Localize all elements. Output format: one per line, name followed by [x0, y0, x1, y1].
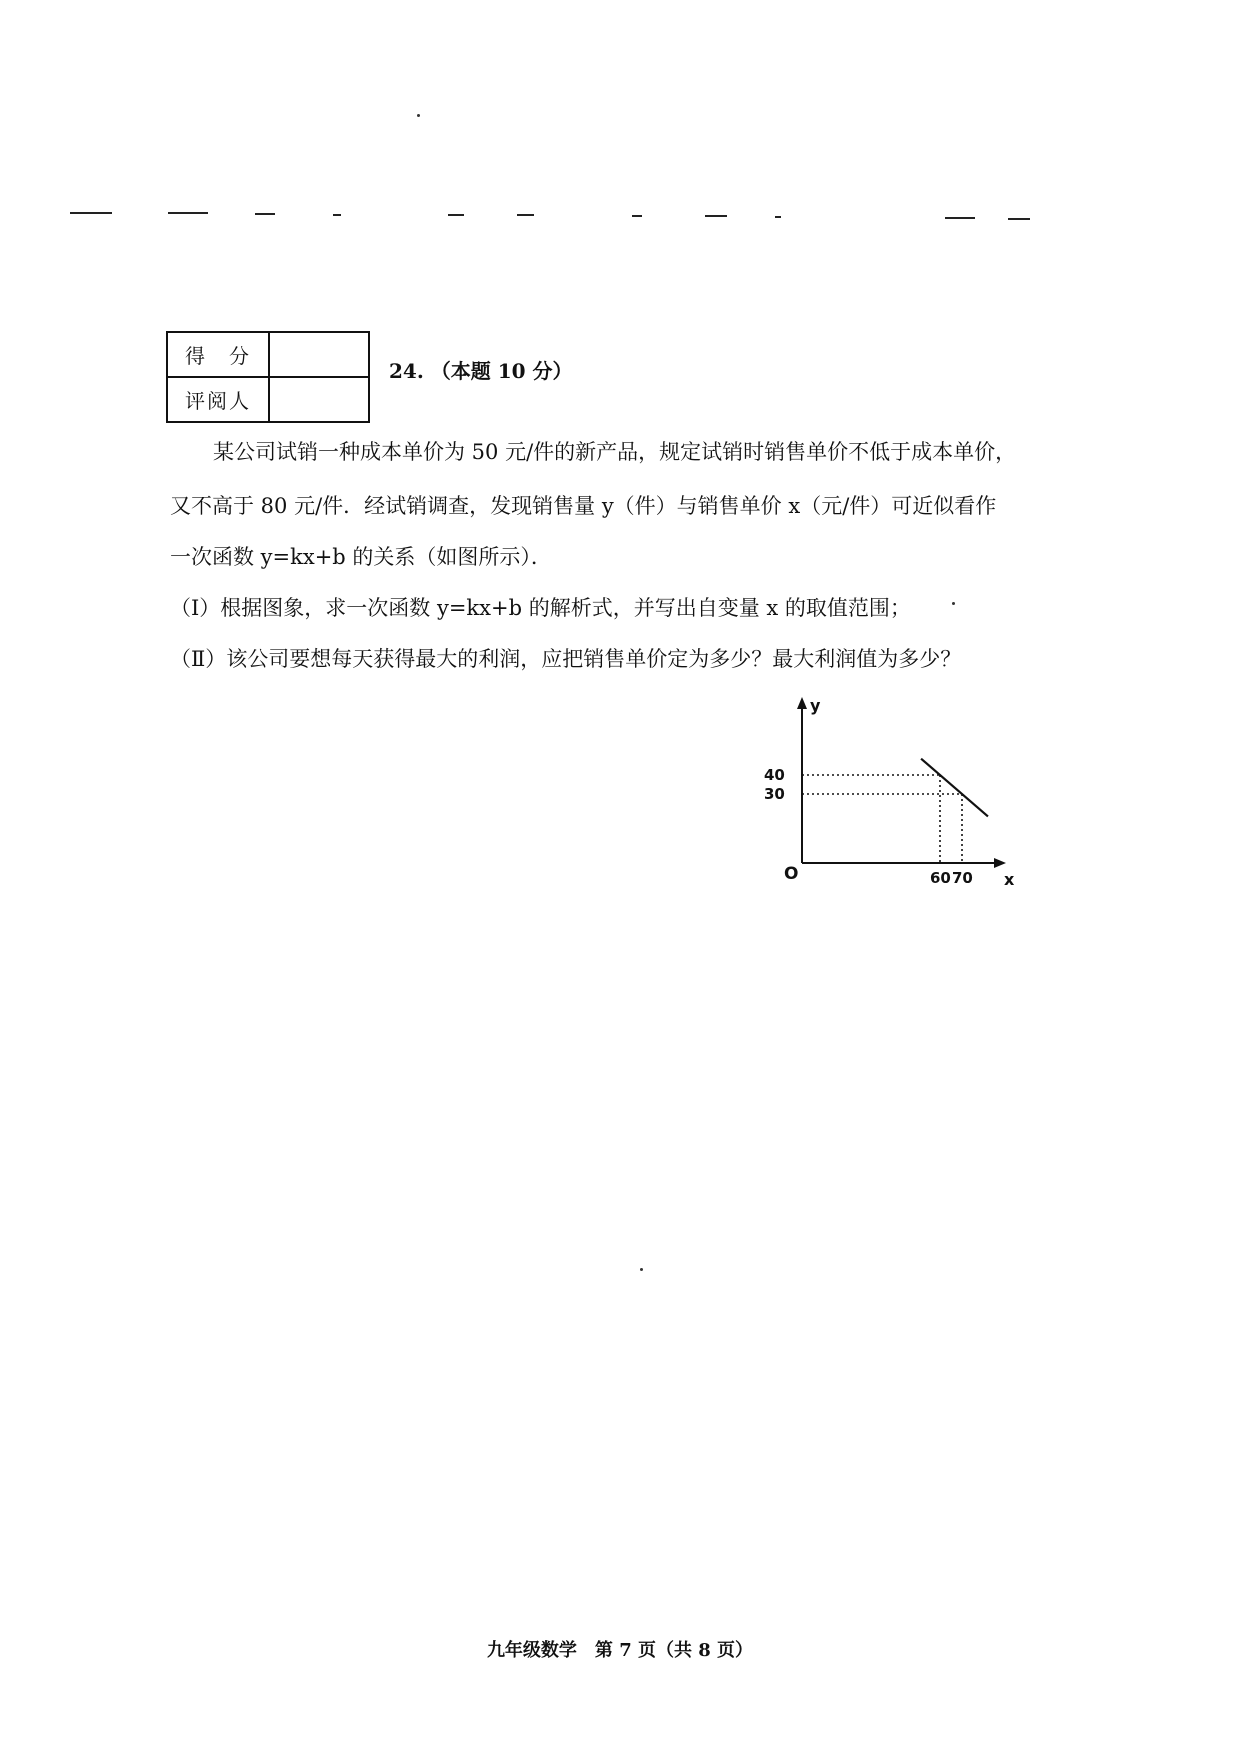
scan-speck: [952, 602, 955, 605]
question-part-2: （Ⅱ）该公司要想每天获得最大的利润，应把销售单价定为多少？最大利润值为多少？: [170, 647, 962, 671]
score-box[interactable]: [269, 332, 369, 377]
scan-speck: [417, 114, 420, 117]
function-line: [921, 759, 988, 817]
x-tick-label-70: 70: [952, 869, 973, 887]
question-line-1: 某公司试销一种成本单价为 50 元/件的新产品，规定试销时销售单价不低于成本单价，: [213, 440, 1017, 464]
y-tick-label-40: 40: [764, 766, 785, 784]
scan-mark: [255, 213, 275, 215]
question-line-2: 又不高于 80 元/件．经试销调查，发现销售量 y（件）与销售单价 x（元/件）可近似看作: [170, 494, 997, 518]
grader-box[interactable]: [269, 377, 369, 422]
scan-speck: [640, 1268, 643, 1271]
scan-mark: [1008, 218, 1030, 220]
question-header: 24. （本题 10 分）: [389, 359, 573, 383]
grader-label: 评阅人: [167, 377, 269, 422]
question-line-3: 一次函数 y=kx+b 的关系（如图所示）．: [170, 545, 552, 569]
function-graph: [760, 695, 1020, 889]
y-tick-label-30: 30: [764, 785, 785, 803]
scan-mark: [70, 212, 112, 214]
scan-mark: [448, 214, 464, 216]
score-table: [166, 331, 370, 423]
page-footer: 九年级数学 第 7 页（共 8 页）: [486, 1640, 754, 1661]
score-label: 得 分: [167, 332, 269, 377]
scan-mark: [775, 216, 781, 218]
scan-mark: [517, 214, 534, 216]
scan-mark: [632, 215, 642, 217]
scan-mark: [168, 212, 208, 214]
y-axis-label: y: [810, 696, 821, 715]
y-axis-arrow: [797, 697, 807, 709]
x-axis-label: x: [1004, 870, 1015, 889]
origin-label: O: [784, 864, 799, 884]
x-axis-arrow: [994, 858, 1006, 868]
scan-mark: [945, 217, 975, 219]
x-tick-label-60: 60: [930, 869, 951, 887]
scan-mark: [333, 214, 341, 216]
question-part-1: （Ⅰ）根据图象，求一次函数 y=kx+b 的解析式，并写出自变量 x 的取值范围；: [170, 596, 911, 620]
scan-mark: [705, 215, 727, 217]
